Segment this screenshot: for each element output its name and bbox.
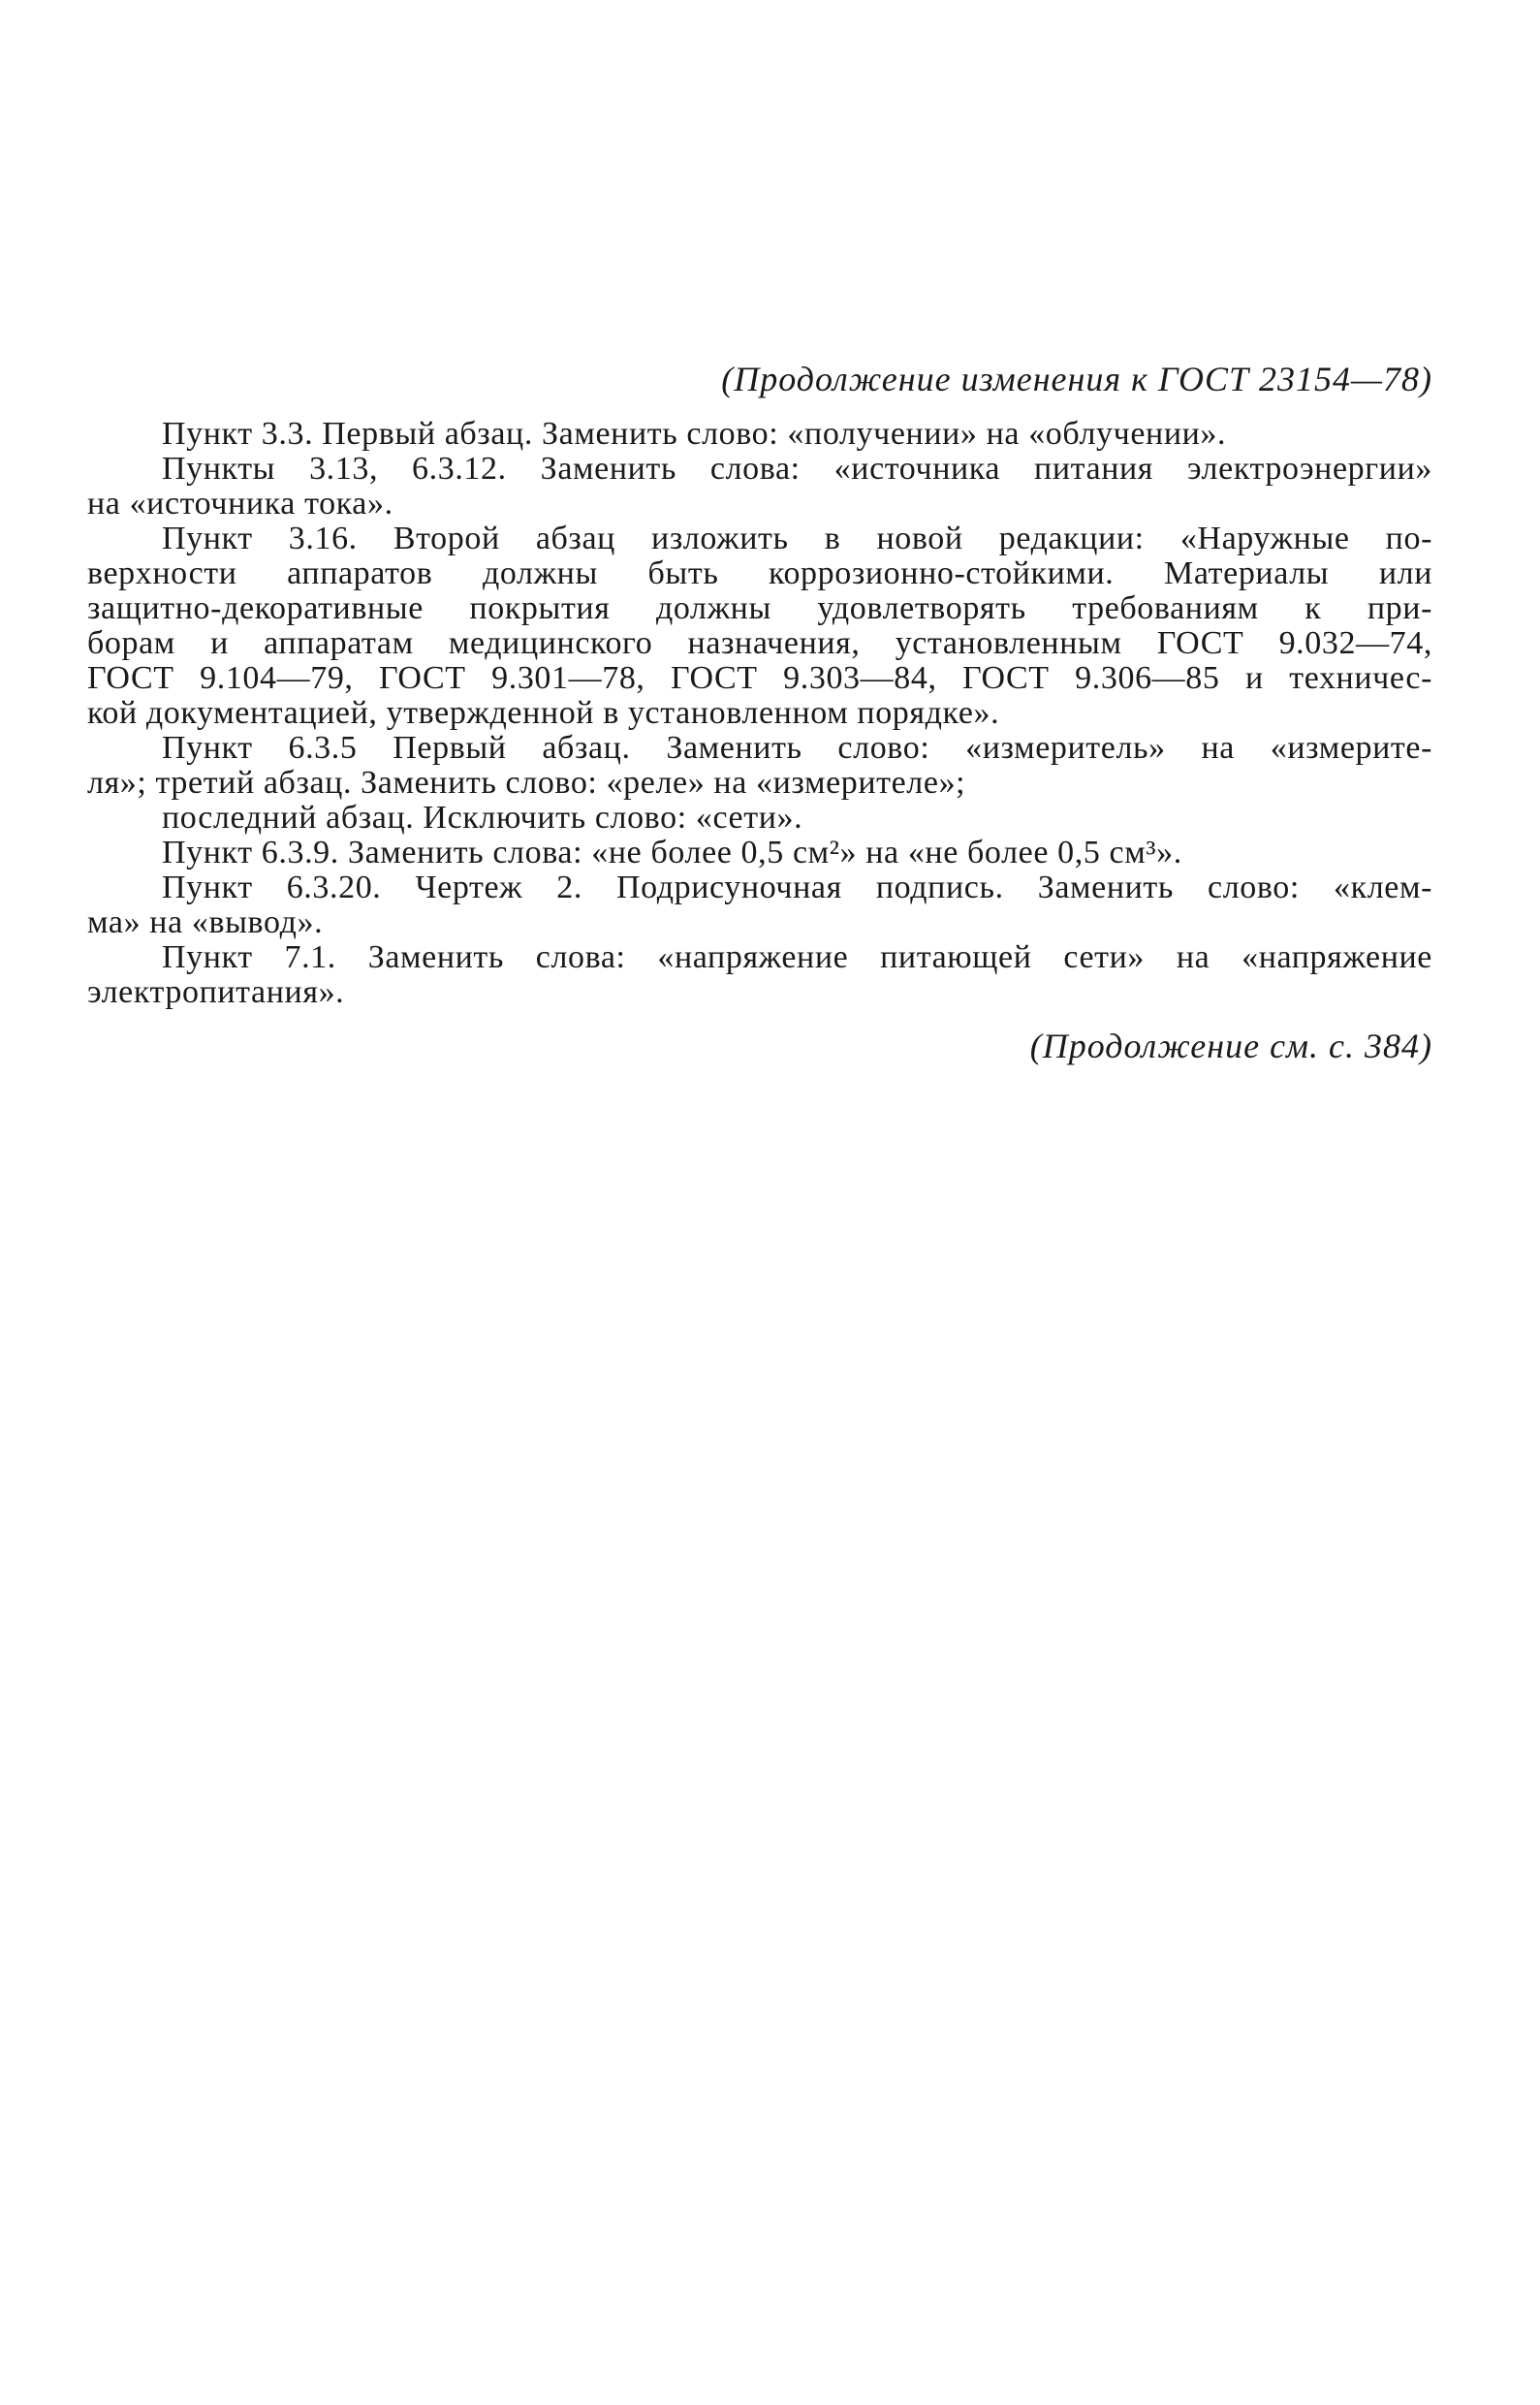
continuation-header: (Продолжение изменения к ГОСТ 23154—78) bbox=[721, 360, 1432, 398]
paragraph-item-6-3-9 bbox=[87, 836, 1432, 870]
paragraph-item-7-1 bbox=[87, 940, 1432, 1010]
text-line: ма» на «вывод». bbox=[87, 904, 324, 940]
text-line: верхности аппаратов должны быть коррозионно-стойкими. Материалы или bbox=[87, 555, 1432, 591]
text-line: кой документацией, утвержденной в установленном порядке». bbox=[87, 695, 1000, 731]
text-line: Пункт 6.3.5 Первый абзац. Заменить слово: «измеритель» на «измерите- bbox=[162, 730, 1432, 766]
text-line: электропитания». bbox=[87, 974, 345, 1010]
continuation-footer: (Продолжение см. с. 384) bbox=[1029, 1027, 1432, 1065]
paragraph-last-abzac bbox=[87, 801, 1432, 836]
text-line: Пункт 6.3.20. Чертеж 2. Подрисуночная подпись. Заменить слово: «клем- bbox=[162, 870, 1432, 905]
text-line: ля»; третий абзац. Заменить слово: «реле» на «измерителе»; bbox=[87, 765, 966, 801]
text-line: последний абзац. Исключить слово: «сети». bbox=[162, 800, 803, 836]
paragraph-items-3-13-6-3-12 bbox=[87, 452, 1432, 522]
text-line: Пункт 3.3. Первый абзац. Заменить слово: «получении» на «облучении». bbox=[162, 416, 1227, 452]
text-line: Пункт 7.1. Заменить слова: «напряжение питающей сети» на «напряжение bbox=[162, 939, 1432, 975]
text-line: на «источника тока». bbox=[87, 486, 393, 522]
text-line: Пункт 3.16. Второй абзац изложить в новой редакции: «Наружные по- bbox=[162, 521, 1432, 556]
text-line: ГОСТ 9.104—79, ГОСТ 9.301—78, ГОСТ 9.303—84, ГОСТ 9.306—85 и техничес- bbox=[87, 660, 1432, 696]
amendment-text bbox=[87, 417, 1432, 1010]
text-line: Пункт 6.3.9. Заменить слова: «не более 0,5 см²» на «не более 0,5 см³». bbox=[162, 835, 1182, 870]
paragraph-item-3-3 bbox=[87, 417, 1432, 452]
text-line: Пункты 3.13, 6.3.12. Заменить слова: «источника питания электроэнергии» bbox=[162, 451, 1432, 487]
paragraph-item-6-3-20 bbox=[87, 870, 1432, 940]
paragraph-item-6-3-5 bbox=[87, 731, 1432, 801]
paragraph-item-3-16 bbox=[87, 522, 1432, 731]
text-line: борам и аппаратам медицинского назначения, установленным ГОСТ 9.032—74, bbox=[87, 625, 1432, 661]
text-line: защитно-декоративные покрытия должны удовлетворять требованиям к при- bbox=[87, 590, 1432, 626]
